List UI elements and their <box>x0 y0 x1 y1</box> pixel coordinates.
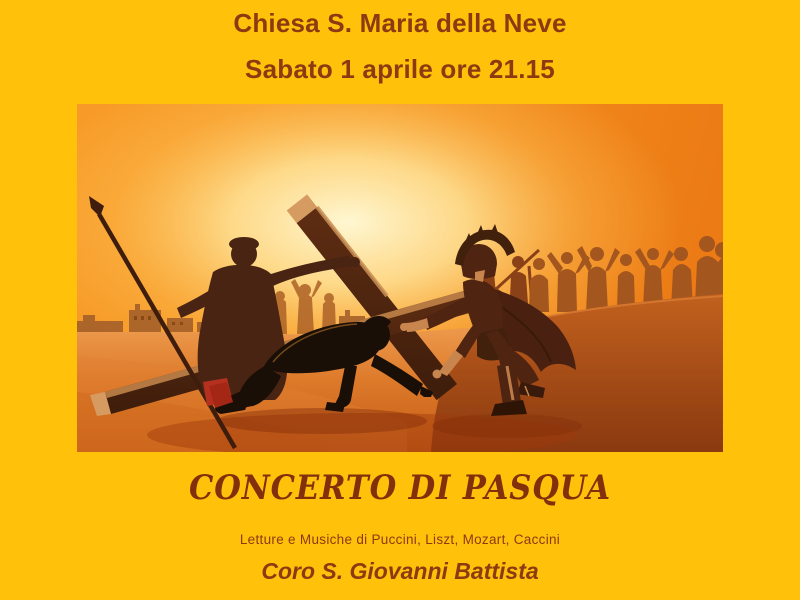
datetime-line: Sabato 1 aprile ore 21.15 <box>245 54 555 84</box>
via-crucis-scene <box>77 104 723 452</box>
choir-line: Coro S. Giovanni Battista <box>261 558 539 584</box>
venue-line: Chiesa S. Maria della Neve <box>233 8 567 38</box>
concert-title: CONCERTO DI PASQUA <box>188 468 612 508</box>
via-crucis-illustration <box>77 104 723 452</box>
program-line: Letture e Musiche di Puccini, Liszt, Mozart, Caccini <box>239 532 561 547</box>
